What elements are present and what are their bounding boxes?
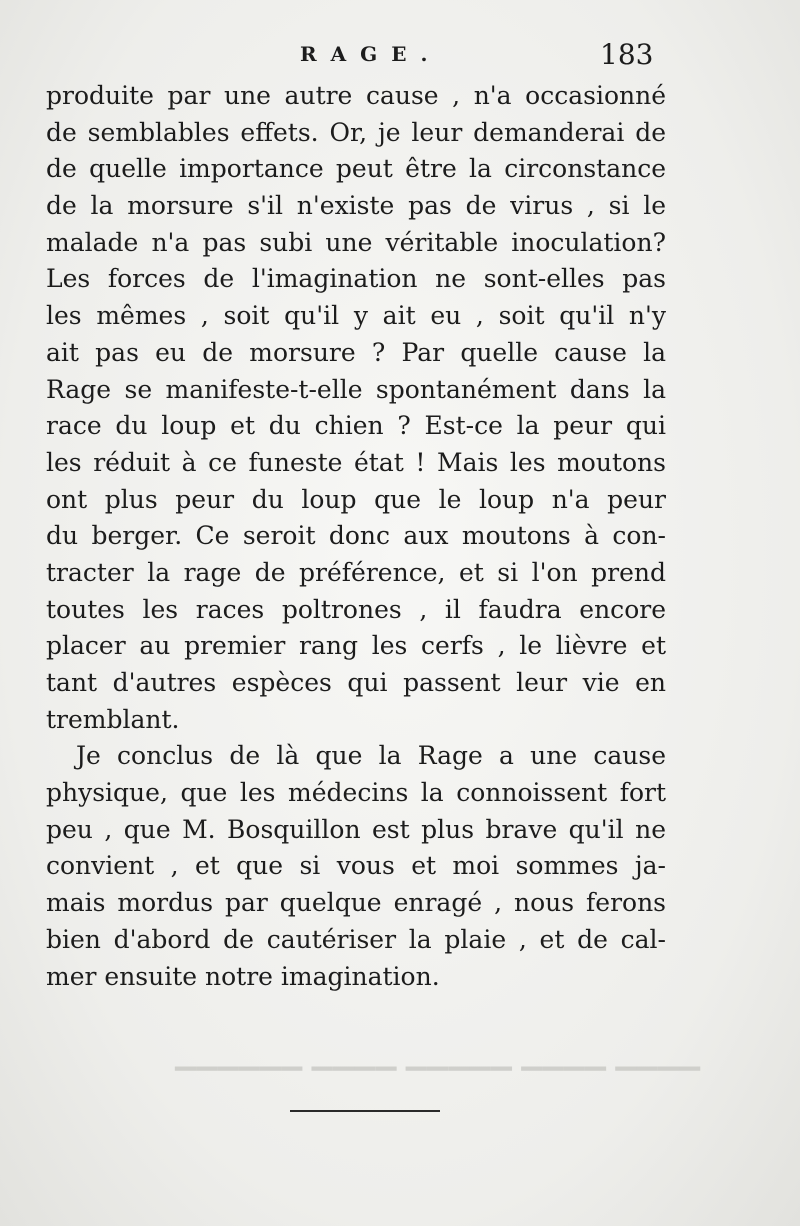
- body-text: [46, 78, 666, 995]
- text-line: Les forces de l'imagination ne sont-elles pas: [46, 264, 666, 294]
- text-line: physique, que les médecins la connoissent fort: [46, 778, 666, 808]
- text-line: race du loup et du chien ? Est-ce la peur qui: [46, 411, 666, 441]
- text-line: malade n'a pas subi une véritable inoculation?: [46, 227, 666, 257]
- text-line: peu , que M. Bosquillon est plus brave qu'il ne: [46, 814, 666, 844]
- text-line: ait pas eu de morsure ? Par quelle cause la: [46, 337, 666, 367]
- text-line: Je conclus de là que la Rage a une cause: [76, 741, 666, 771]
- text-line: du berger. Ce seroit donc aux moutons à con-: [46, 521, 666, 551]
- page-number: 183: [600, 38, 654, 71]
- text-line: les mêmes , soit qu'il y ait eu , soit qu'il n'y: [46, 301, 666, 331]
- text-line: mer ensuite notre imagination.: [46, 961, 440, 991]
- running-head: RAGE.: [300, 42, 442, 66]
- paragraph-2: [46, 738, 666, 995]
- text-line: de quelle importance peut être la circonstance: [46, 154, 666, 184]
- text-line: les réduit à ce funeste état ! Mais les moutons: [46, 447, 666, 477]
- text-line: de la morsure s'il n'existe pas de virus , si le: [46, 191, 666, 221]
- section-rule: [290, 1110, 440, 1112]
- text-line: tremblant.: [46, 704, 180, 734]
- page-header: [0, 38, 800, 78]
- text-line: tracter la rage de préférence, et si l'on prend: [46, 557, 666, 587]
- text-line: Rage se manifeste-t-elle spontanément dans la: [46, 374, 666, 404]
- text-line: placer au premier rang les cerfs , le lièvre et: [46, 631, 666, 661]
- text-line: ont plus peur du loup que le loup n'a peur: [46, 484, 666, 514]
- text-line: mais mordus par quelque enragé , nous ferons: [46, 888, 666, 918]
- bleed-through-texture: ▁▁▁▁ ▁▁▁▁ ▁▁▁▁▁ ▁▁▁▁ ▁▁▁▁▁▁: [174, 1040, 700, 1071]
- text-line: produite par une autre cause , n'a occasionné: [46, 81, 666, 110]
- paragraph-1: [46, 78, 666, 738]
- text-line: toutes les races poltrones , il faudra encore: [46, 594, 666, 624]
- text-line: de semblables effets. Or, je leur demanderai de: [46, 117, 666, 147]
- text-line: tant d'autres espèces qui passent leur vie en: [46, 668, 666, 697]
- text-line: convient , et que si vous et moi sommes ja-: [46, 851, 666, 881]
- text-line: bien d'abord de cautériser la plaie , et de cal-: [46, 924, 666, 954]
